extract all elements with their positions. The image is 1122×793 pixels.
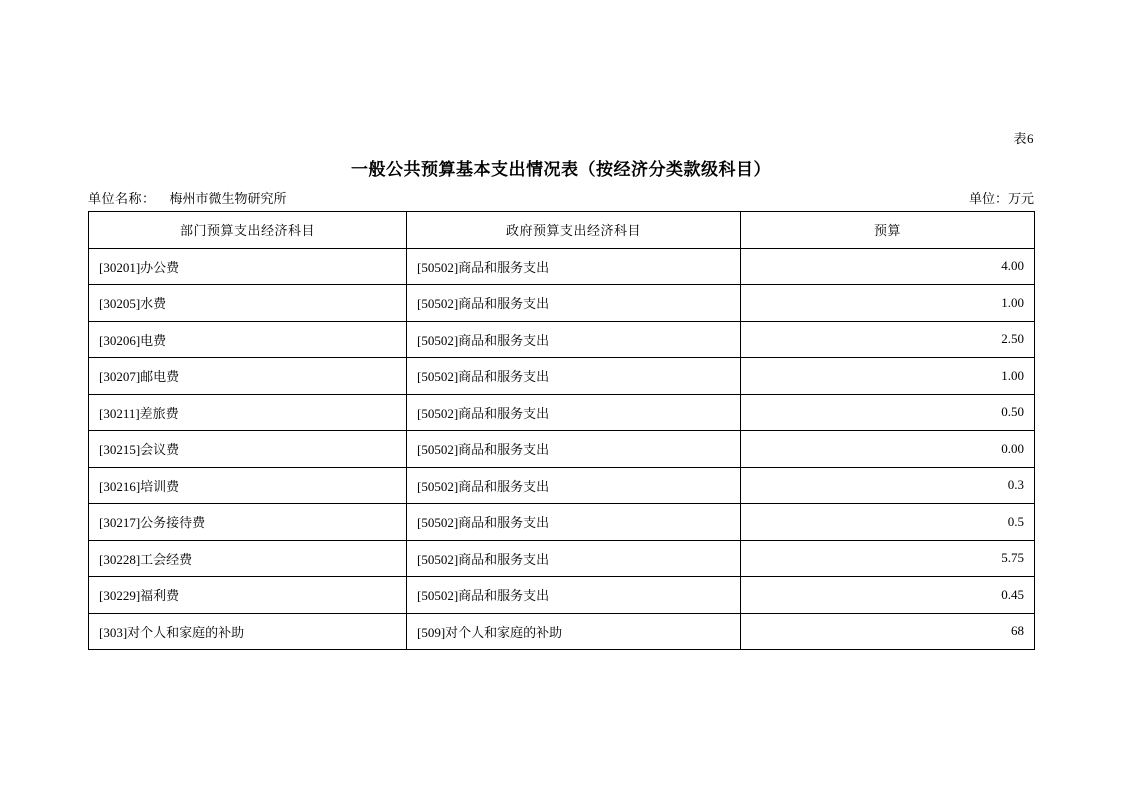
cell-budget-amount: 0.3 <box>741 467 1035 504</box>
budget-table <box>88 211 1035 650</box>
unit-name-value: 梅州市微生物研究所 <box>169 191 287 206</box>
table-row <box>89 358 1035 395</box>
amount-unit-label: 单位：万元 <box>968 191 1034 206</box>
table-row <box>89 577 1035 614</box>
table-row <box>89 285 1035 322</box>
column-header-gov-subject: 政府预算支出经济科目 <box>407 212 741 249</box>
cell-dept-subject: [30215]会议费 <box>89 431 407 468</box>
cell-budget-amount: 1.00 <box>741 358 1035 395</box>
table-row <box>89 540 1035 577</box>
column-header-dept-subject: 部门预算支出经济科目 <box>89 212 407 249</box>
cell-gov-subject: [50502]商品和服务支出 <box>407 540 741 577</box>
cell-gov-subject: [509]对个人和家庭的补助 <box>407 613 741 650</box>
cell-dept-subject: [30228]工会经费 <box>89 540 407 577</box>
meta-row <box>88 188 1034 206</box>
column-header-budget: 预算 <box>741 212 1035 249</box>
cell-budget-amount: 0.45 <box>741 577 1035 614</box>
cell-dept-subject: [30201]办公费 <box>89 248 407 285</box>
unit-name <box>88 188 287 207</box>
table-row <box>89 431 1035 468</box>
cell-dept-subject: [30217]公务接待费 <box>89 504 407 541</box>
unit-name-label: 单位名称： <box>88 191 156 206</box>
table-header-row <box>89 212 1035 249</box>
cell-gov-subject: [50502]商品和服务支出 <box>407 358 741 395</box>
cell-budget-amount: 4.00 <box>741 248 1035 285</box>
cell-gov-subject: [50502]商品和服务支出 <box>407 467 741 504</box>
cell-gov-subject: [50502]商品和服务支出 <box>407 431 741 468</box>
cell-budget-amount: 68 <box>741 613 1035 650</box>
cell-gov-subject: [50502]商品和服务支出 <box>407 577 741 614</box>
cell-gov-subject: [50502]商品和服务支出 <box>407 285 741 322</box>
cell-gov-subject: [50502]商品和服务支出 <box>407 248 741 285</box>
cell-dept-subject: [30216]培训费 <box>89 467 407 504</box>
page-title: 一般公共预算基本支出情况表（按经济分类款级科目） <box>351 160 771 179</box>
cell-gov-subject: [50502]商品和服务支出 <box>407 394 741 431</box>
cell-dept-subject: [30211]差旅费 <box>89 394 407 431</box>
cell-dept-subject: [30205]水费 <box>89 285 407 322</box>
cell-budget-amount: 2.50 <box>741 321 1035 358</box>
cell-budget-amount: 1.00 <box>741 285 1035 322</box>
cell-budget-amount: 0.5 <box>741 504 1035 541</box>
table-row <box>89 613 1035 650</box>
table-row <box>89 394 1035 431</box>
cell-budget-amount: 0.50 <box>741 394 1035 431</box>
table-row <box>89 321 1035 358</box>
cell-budget-amount: 5.75 <box>741 540 1035 577</box>
cell-gov-subject: [50502]商品和服务支出 <box>407 321 741 358</box>
cell-dept-subject: [30207]邮电费 <box>89 358 407 395</box>
sheet-number: 表6 <box>1013 131 1034 146</box>
cell-budget-amount: 0.00 <box>741 431 1035 468</box>
cell-gov-subject: [50502]商品和服务支出 <box>407 504 741 541</box>
table-row <box>89 467 1035 504</box>
cell-dept-subject: [30206]电费 <box>89 321 407 358</box>
table-row <box>89 248 1035 285</box>
cell-dept-subject: [30229]福利费 <box>89 577 407 614</box>
table-body <box>89 248 1035 650</box>
cell-dept-subject: [303]对个人和家庭的补助 <box>89 613 407 650</box>
table-row <box>89 504 1035 541</box>
